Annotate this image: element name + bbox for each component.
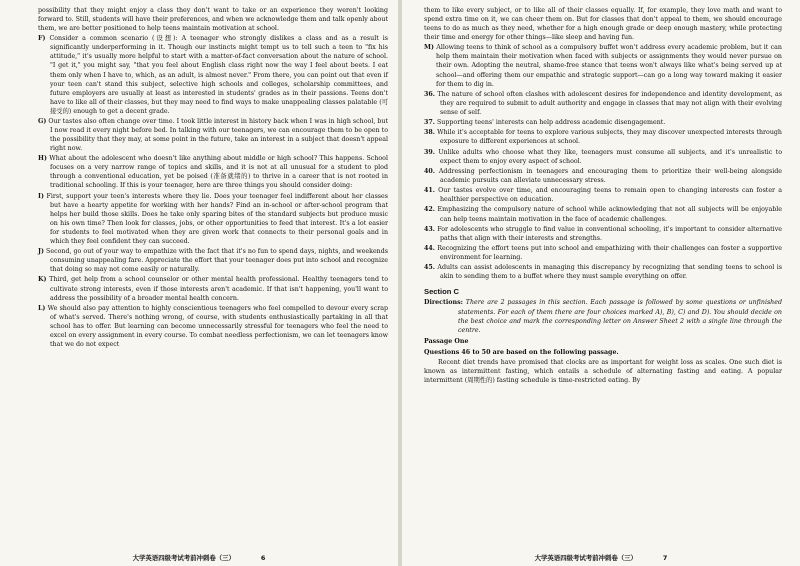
- question-45: 45. Adults can assist adolescents in managing this discrepancy by recognizing that sending teens to school is akin to sending them to a buffet where they must sample everything on offer.: [424, 264, 782, 281]
- footer-title: 大学英语四级考试考前冲刺卷（三）: [132, 554, 235, 562]
- section-title: Section C: [424, 287, 460, 297]
- paragraph-continuation: possibility that they might enjoy a class they don't want to take or an experience they weren't looking forward to. Still, students will have their preferences, and when we acknowledge them and talk openly about them, we are better positioned to help teens maintain motivation at school.: [38, 7, 388, 33]
- paragraph-f: F) Consider a common scenario (设想): A teenager who strongly dislikes a class and as a result is significantly underperforming in it. Though our instincts might tempt us to tell such a teen to "fix his attitude," it's usually more helpful to start with a matter-of-fact conversation about the nature of school. "I get it," you might say, "that you feel about English class right now the way I feel about beets. I eat them only when I have to, which, as an adult, is almost never." From there, you can point out that even if your teen can't stand this subject, selective high schools and colleges, scholarship committees, and future employers are usually at least as interested in students' grades as in their passions. Teens don't have to like all of their classes, but they may need to find ways to make unappealing classes palatable (可接受的) enough to get a decent grade.: [38, 35, 388, 115]
- page-number: 6: [260, 554, 266, 562]
- footer-title: 大学英语四级考试考前冲刺卷（三）: [534, 554, 637, 562]
- page-footer-left: [0, 553, 398, 562]
- paragraph-g: G) Our tastes also often change over time. I took little interest in history back when I was in high school, but I now read it every night before bed. In talking with our teenagers, we can encourage them to be open to the possibility that they may, at some point in the future, take an interest in a subject that doesn't appeal right now.: [38, 117, 388, 153]
- directions-text: There are 2 passages in this section. Each passage is followed by some questions or unfinished statements. For each of them there are four choices marked A), B), C) and D). You should decide on the best choice and mark the corresponding letter on Answer Sheet 2 with a single line through the centre.: [458, 299, 782, 334]
- passage-title: Passage One: [424, 337, 469, 345]
- question-43: 43. For adolescents who struggle to find value in conventional schooling, it's important to consider alternative paths that align with their interests and strengths.: [424, 225, 782, 242]
- paragraph-j: J) Second, go out of your way to empathize with the fact that it's no fun to spend days, nights, and weekends consuming unappealing fare. Appreciate the effort that your teenager does put into school and recognize that doing so may not come easily or naturally.: [38, 248, 388, 274]
- question-44: 44. Recognizing the effort teens put into school and empathizing with their challenges can foster a supportive environment for learning.: [424, 245, 782, 262]
- left-column: [38, 6, 388, 349]
- question-38: 38. While it's acceptable for teens to explore various subjects, they may discover unexpected interests through exposure to different experiences at school.: [424, 129, 782, 146]
- paragraph-continuation: them to like every subject, or to like all of their classes equally. If, for example, they love math and want to spend extra time on it, we can cheer them on. But for classes that don't appeal to them, we should encourage teens to do as much as they need, whether for a high enough grade or deep enough mastery, while protecting their time and energy for other things—like sleep and having fun.: [424, 7, 782, 42]
- question-41: 41. Our tastes evolve over time, and encouraging teens to remain open to changing interests can foster a healthier perspective on education.: [424, 187, 782, 204]
- directions: [424, 298, 782, 334]
- paragraph-m: M) Allowing teens to think of school as a compulsory buffet won't address every academic problem, but it can help them maintain their motivation when faced with subjects or assignments they would never pursue on their own. Adopting the neutral, shame-free stance that teens won't always like what's being served up at school—and offering them our empathic and strategic support—can go a long way toward making it easier for them to dig in.: [424, 44, 782, 88]
- directions-label: Directions:: [424, 299, 463, 307]
- right-column: [424, 6, 782, 385]
- question-39: 39. Unlike adults who choose what they like, teenagers must consume all subjects, and it's unrealistic to expect them to enjoy every aspect of school.: [424, 148, 782, 165]
- page-number: 7: [662, 554, 668, 562]
- page-footer-right: [402, 553, 800, 562]
- passage-text: Recent diet trends have promised that clocks are as important for weight loss as scales. One such diet is known as intermittent fasting, which entails a schedule of alternating fasting and eating. A popular intermittent (周期性的) fasting schedule is time-restricted eating. By: [424, 358, 782, 384]
- right-page: [402, 0, 800, 566]
- paragraph-h: H) What about the adolescent who doesn't like anything about middle or high school? This happens. School focuses on a very narrow range of topics and skills, and it is not at all unusual for a student to plod through a conventional education, yet be poised (准备就绪的) to thrive in a career that is not rooted in traditional schooling. If this is your teenager, here are three things you should consider doing:: [38, 155, 388, 190]
- question-36: 36. The nature of school often clashes with adolescent desires for independence and identity development, as they are required to submit to adult authority and engage in classes that may not align with their evolving sense of self.: [424, 90, 782, 116]
- question-37: 37. Supporting teens' interests can help address academic disengagement.: [424, 119, 666, 127]
- paragraph-l: L) We should also pay attention to highly conscientious teenagers who feel compelled to devour every scrap of what's served. There's nothing wrong, of course, with students enthusiastically partaking in all that school has to offer. But learning can become unnecessarily stressful for teenagers who feel the need to excel on every assignment in every course. To combat needless perfectionism, we can let teenagers know that we do not expect: [38, 304, 388, 348]
- paragraph-k: K) Third, get help from a school counselor or other mental health professional. Healthy teenagers tend to cultivate strong interests, even if those interests aren't academic. If that isn't happening, you'll want to address the possibility of a broader mental health concern.: [38, 276, 388, 302]
- question-42: 42. Emphasizing the compulsory nature of school while acknowledging that not all subjects will be enjoyable can help teens maintain motivation in the face of academic challenges.: [424, 206, 782, 223]
- question-40: 40. Addressing perfectionism in teenagers and encouraging them to prioritize their well-being alongside academic pursuits can alleviate unnecessary stress.: [424, 167, 782, 184]
- left-page: [0, 0, 398, 566]
- passage-instruction: Questions 46 to 50 are based on the following passage.: [424, 348, 619, 356]
- paragraph-i: I) First, support your teen's interests where they lie. Does your teenager feel indifferent about her classes but have a hearty appetite for working with her hands? Find an in-school or after-school program that helps her build those skills. Does he take only sparing bites of the standard subjects but produce music on his own time? Then look for classes, jobs, or other opportunities to feed that interest. It's a lot easier for students to feel motivated when they are given work that connects to their personal goals and in which they feel confident they can succeed.: [38, 192, 388, 245]
